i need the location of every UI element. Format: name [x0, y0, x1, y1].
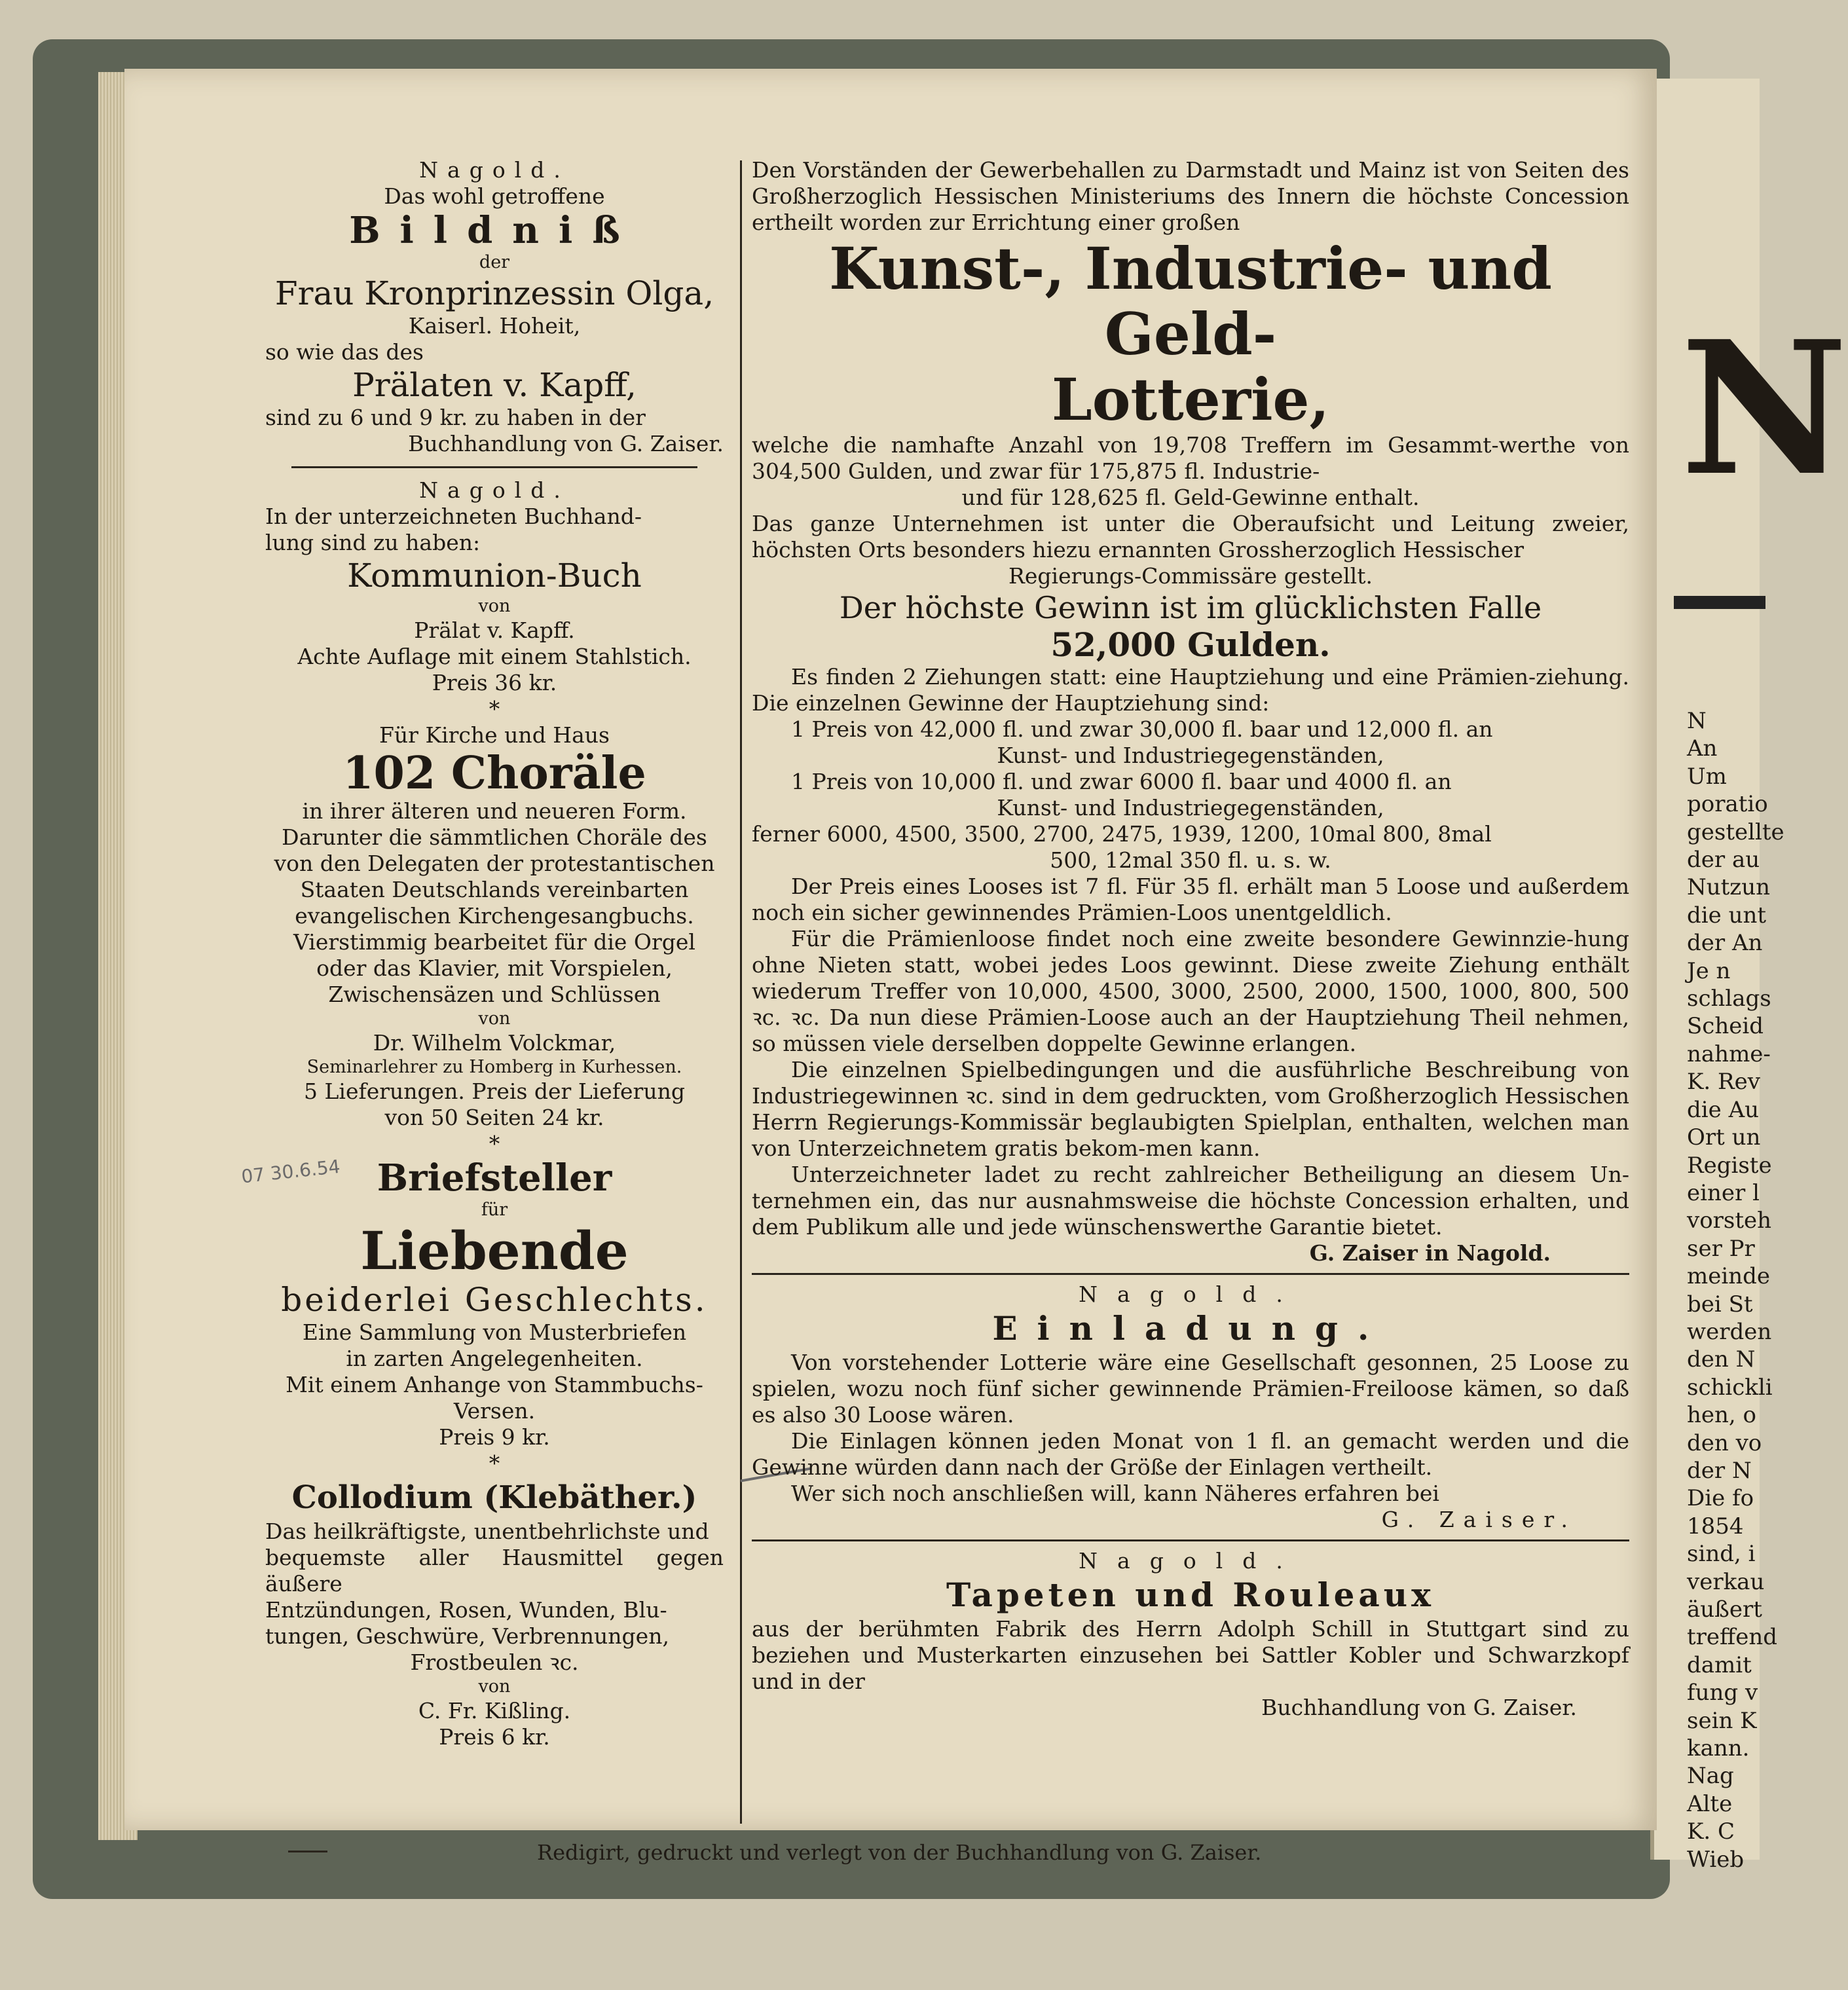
- ad-line: Buchhandlung von G. Zaiser.: [408, 431, 724, 456]
- ad-line: von 50 Seiten 24 kr.: [384, 1105, 604, 1130]
- ad-line: von: [478, 1676, 511, 1697]
- ad-paragraph: ferner 6000, 4500, 3500, 2700, 2475, 1939, 1200, 10mal 800, 8mal: [752, 821, 1492, 847]
- ad-line: Zwischensäzen und Schlüssen: [328, 982, 661, 1007]
- next-page-line: sein K: [1687, 1707, 1757, 1734]
- next-page-line: der An: [1687, 930, 1763, 957]
- next-page-line: Je n: [1687, 957, 1731, 984]
- ad-paragraph: Kunst- und Industriegegenständen,: [997, 795, 1384, 820]
- ad-line: in zarten Angelegenheiten.: [346, 1346, 643, 1371]
- next-page-line: der au: [1687, 847, 1760, 874]
- next-page-line: Die fo: [1687, 1485, 1754, 1512]
- ad-heading: Bildniß: [349, 209, 640, 252]
- next-page-line: K. C: [1687, 1818, 1735, 1845]
- ad-einladung: [752, 1281, 1629, 1533]
- next-page-line: einer l: [1687, 1179, 1760, 1206]
- ad-line: C. Fr. Kißling.: [418, 1698, 571, 1723]
- ad-town: Nagold.: [419, 477, 570, 503]
- next-page-line: damit: [1687, 1651, 1752, 1678]
- next-page-line: Alte: [1687, 1790, 1733, 1817]
- ad-line: Für Kirche und Haus: [379, 722, 610, 748]
- ad-paragraph: Unterzeichneter ladet zu recht zahlreicher Betheiligung an diesem Un-ternehmen ein, das nur ausnahmsweise die höchste Concession erhalten, und dem Publikum alle und jede wünschenswerthe Garantie bietet.: [752, 1162, 1629, 1240]
- left-column: [265, 157, 724, 1750]
- next-page-line: Nag: [1687, 1763, 1734, 1790]
- next-page-initial: N: [1680, 301, 1848, 517]
- ad-line: Das heilkräftigste, unentbehrlichste und: [265, 1519, 709, 1544]
- ad-heading: Prälaten v. Kapff,: [352, 366, 637, 404]
- next-page-line: hen, o: [1687, 1402, 1757, 1429]
- next-page-line: vorsteh: [1687, 1207, 1772, 1234]
- ad-line: in ihrer älteren und neueren Form.: [302, 798, 687, 824]
- ad-paragraph: Der Preis eines Looses ist 7 fl. Für 35 fl. erhält man 5 Loose und außerdem noch ein sicher gewinnendes Prämien-Loos unentgeldlich.: [752, 874, 1629, 925]
- ad-line: Staaten Deutschlands vereinbarten: [300, 877, 689, 902]
- next-page-line: die Au: [1687, 1096, 1760, 1123]
- ad-paragraph: Wer sich noch anschließen will, kann Näheres erfahren bei: [791, 1481, 1439, 1506]
- ad-heading: Kunst-, Industrie- und Geld-: [829, 234, 1552, 368]
- ad-heading: beiderlei Geschlechts.: [281, 1281, 708, 1319]
- next-page-line: Nutzun: [1687, 874, 1771, 901]
- ad-line: von den Delegaten der protestantischen: [274, 851, 715, 876]
- ad-town: Nagold.: [419, 157, 570, 183]
- ad-line: Dr. Wilhelm Volckmar,: [373, 1030, 616, 1056]
- ad-town: Nagold.: [1079, 1281, 1303, 1307]
- divider: [752, 1273, 1629, 1275]
- next-page-line: bei St: [1687, 1291, 1753, 1317]
- next-page-line: sind, i: [1687, 1541, 1756, 1568]
- ad-line: der: [479, 252, 510, 272]
- ad-paragraph: Von vorstehender Lotterie wäre eine Gesellschaft gesonnen, 25 Loose zu spielen, wozu noch fünf sicher gewinnende Prämien-Freiloose kämen, so daß es also 30 Loose wären.: [752, 1350, 1629, 1428]
- next-page-line: den N: [1687, 1346, 1756, 1373]
- ad-tapeten: [752, 1548, 1629, 1721]
- ad-signature: G. Zaiser in Nagold.: [1309, 1240, 1551, 1266]
- next-page-line: poratio: [1687, 791, 1768, 818]
- ad-line: Entzündungen, Rosen, Wunden, Blu-: [265, 1597, 667, 1623]
- ad-line: In der unterzeichneten Buchhand-: [265, 504, 642, 529]
- ad-lottery: [752, 157, 1629, 1266]
- ad-heading: Lotterie,: [1051, 365, 1330, 433]
- next-page-line: nahme-: [1687, 1041, 1771, 1067]
- next-page-line: ser Pr: [1687, 1235, 1755, 1262]
- ad-line: sind zu 6 und 9 kr. zu haben in der: [265, 405, 646, 430]
- ad-heading: Tapeten und Rouleaux: [946, 1575, 1435, 1614]
- ad-paragraph: aus der berühmten Fabrik des Herrn Adolph Schill in Stuttgart sind zu beziehen und Musterkarten einzusehen bei Sattler Kobler und Schwarzkopf und in der: [752, 1616, 1629, 1694]
- next-page-fragment: [1650, 79, 1848, 1873]
- ad-heading: Einladung.: [992, 1309, 1389, 1348]
- ad-paragraph: Das ganze Unternehmen ist unter die Oberaufsicht und Leitung zweier, höchsten Orts besonders hiezu ernannten Grossherzoglich Hessischer: [752, 511, 1629, 562]
- ad-line: von: [478, 1008, 511, 1029]
- next-page-line: Ort un: [1687, 1124, 1761, 1151]
- ad-line: Preis 6 kr.: [439, 1724, 550, 1750]
- ad-line: 5 Lieferungen. Preis der Lieferung: [304, 1078, 685, 1104]
- ad-heading: Liebende: [360, 1220, 629, 1281]
- column-divider: [740, 160, 742, 1824]
- ad-line: lung sind zu haben:: [265, 530, 481, 555]
- ad-line: bequemste aller Hausmittel gegen äußere: [265, 1545, 724, 1596]
- ad-line: Eine Sammlung von Musterbriefen: [302, 1319, 687, 1345]
- pencil-annotation: 07 30.6.54: [240, 1155, 341, 1188]
- ad-line: für: [481, 1200, 508, 1220]
- ad-paragraph: Die Einlagen können jeden Monat von 1 fl. an gemacht werden und die Gewinne würden dann nach der Größe der Einlagen vertheilt.: [752, 1428, 1629, 1480]
- next-page-line: die unt: [1687, 902, 1767, 929]
- divider: [291, 466, 697, 468]
- ad-signature: G. Zaiser.: [1381, 1507, 1577, 1532]
- next-page-line: Wieb: [1687, 1846, 1745, 1873]
- ad-paragraph: Es finden 2 Ziehungen statt: eine Hauptziehung und eine Prämien-ziehung. Die einzelnen Gewinne der Hauptziehung sind:: [752, 664, 1629, 716]
- ad-heading: 52,000 Gulden.: [1050, 625, 1331, 664]
- next-page-line: äußert: [1687, 1596, 1762, 1623]
- next-page-line: An: [1687, 735, 1718, 762]
- ad-line: Kaiserl. Hoheit,: [408, 313, 581, 339]
- footer-rule: [288, 1851, 327, 1852]
- ad-line: so wie das des: [265, 339, 424, 365]
- next-page-line: 1854: [1687, 1513, 1744, 1539]
- ad-paragraph: und für 128,625 fl. Geld-Gewinne enthalt.: [961, 485, 1420, 510]
- ad-paragraph: Für die Prämienloose findet noch eine zweite besondere Gewinnzie-hung ohne Nieten statt, wobei jedes Loos gewinnt. Diese zweite Ziehung enthält wiederum Treffer von 10,000, 4500, 3000, 2500, 2000, 1500, 1000, 800, 500 ꝛc. ꝛc. Da nun diese Prämien-Loose auch an der Hauptziehung Theil nehmen, so müssen viele derselben doppelte Gewinne erlangen.: [752, 926, 1629, 1056]
- ad-books: [265, 477, 724, 1750]
- next-page-line: verkau: [1687, 1568, 1765, 1595]
- ad-bildnis: [265, 157, 724, 457]
- next-page-line: gestellte: [1687, 819, 1784, 845]
- next-page-line: K. Rev: [1687, 1069, 1760, 1096]
- next-page-line: Scheid: [1687, 1013, 1764, 1040]
- next-page-line: der N: [1687, 1457, 1752, 1484]
- next-page-line: schlags: [1687, 986, 1771, 1012]
- ad-signature: Buchhandlung von G. Zaiser.: [1261, 1695, 1577, 1720]
- next-page-line: kann.: [1687, 1735, 1750, 1762]
- ad-line: evangelischen Kirchengesangbuchs.: [295, 903, 694, 929]
- ad-line: Seminarlehrer zu Homberg in Kurhessen.: [306, 1057, 682, 1077]
- ad-heading: Briefsteller: [377, 1156, 612, 1200]
- ad-paragraph: Die einzelnen Spielbedingungen und die ausführliche Beschreibung von Industriegewinnen ꝛc. sind in dem gedruckten, vom Großherzoglich Hessischen Herrn Regierungs-Kommissär beglaubigten Spielplan, enthalten, welchen man von Unterzeichnetem gratis bekom-men kann.: [752, 1057, 1629, 1161]
- next-page-rule: [1674, 596, 1765, 609]
- ad-line: tungen, Geschwüre, Verbrennungen,: [265, 1623, 669, 1649]
- ad-heading: Der höchste Gewinn ist im glücklichsten Falle: [839, 590, 1542, 625]
- imprint-footer: Redigirt, gedruckt und verlegt von der Buchhandlung von G. Zaiser.: [537, 1840, 1262, 1865]
- ad-line: Mit einem Anhange von Stammbuchs-: [286, 1372, 703, 1397]
- ad-line: Versen.: [453, 1398, 536, 1424]
- separator-star: *: [489, 1131, 500, 1156]
- next-page-line: Registe: [1687, 1152, 1772, 1179]
- right-column: [752, 157, 1629, 1721]
- next-page-line: meinde: [1687, 1263, 1771, 1290]
- ad-town: Nagold.: [1079, 1548, 1303, 1574]
- ad-line: oder das Klavier, mit Vorspielen,: [316, 955, 673, 981]
- ad-paragraph: welche die namhafte Anzahl von 19,708 Treffern im Gesammt-werthe von 304,500 Gulden, und zwar für 175,875 fl. Industrie-: [752, 432, 1629, 484]
- ad-heading: Frau Kronprinzessin Olga,: [274, 274, 714, 312]
- ad-heading: Kommunion-Buch: [347, 557, 642, 595]
- ad-heading: Collodium (Klebäther.): [291, 1479, 697, 1516]
- separator-star: *: [489, 696, 500, 722]
- ad-paragraph: Regierungs-Commissäre gestellt.: [1008, 563, 1373, 589]
- next-page-line: fung v: [1687, 1680, 1758, 1706]
- ad-line: von: [478, 596, 511, 616]
- next-page-lines: [1687, 707, 1784, 1873]
- ad-paragraph: Den Vorständen der Gewerbehallen zu Darmstadt und Mainz ist von Seiten des Großherzoglich Hessischen Ministeriums des Innern die höchste Concession ertheilt worden zur Errichtung einer großen: [752, 157, 1629, 235]
- ad-paragraph: 1 Preis von 10,000 fl. und zwar 6000 fl. baar und 4000 fl. an: [791, 769, 1452, 794]
- next-page-line: schickli: [1687, 1374, 1773, 1401]
- separator-star: *: [489, 1450, 500, 1476]
- next-page-line: N: [1687, 708, 1707, 734]
- next-page-line: treffend: [1687, 1624, 1777, 1651]
- ad-paragraph: 500, 12mal 350 fl. u. s. w.: [1050, 847, 1331, 873]
- next-page-line: den vo: [1687, 1429, 1762, 1456]
- ad-line: Prälat v. Kapff.: [414, 617, 575, 643]
- ad-paragraph: Kunst- und Industriegegenständen,: [997, 743, 1384, 768]
- ad-heading: 102 Choräle: [342, 747, 646, 800]
- ad-line: Darunter die sämmtlichen Choräle des: [282, 824, 707, 850]
- ad-line: Das wohl getroffene: [384, 183, 605, 209]
- next-page-line: Um: [1687, 763, 1727, 790]
- next-page-line: werden: [1687, 1318, 1772, 1345]
- ad-paragraph: 1 Preis von 42,000 fl. und zwar 30,000 fl. baar und 12,000 fl. an: [791, 716, 1493, 742]
- ad-line: Preis 9 kr.: [439, 1424, 550, 1450]
- divider: [752, 1539, 1629, 1541]
- ad-line: Vierstimmig bearbeitet für die Orgel: [293, 929, 695, 955]
- ad-line: Preis 36 kr.: [432, 670, 557, 695]
- ad-line: Achte Auflage mit einem Stahlstich.: [297, 644, 692, 669]
- ad-line: Frostbeulen ꝛc.: [410, 1649, 579, 1675]
